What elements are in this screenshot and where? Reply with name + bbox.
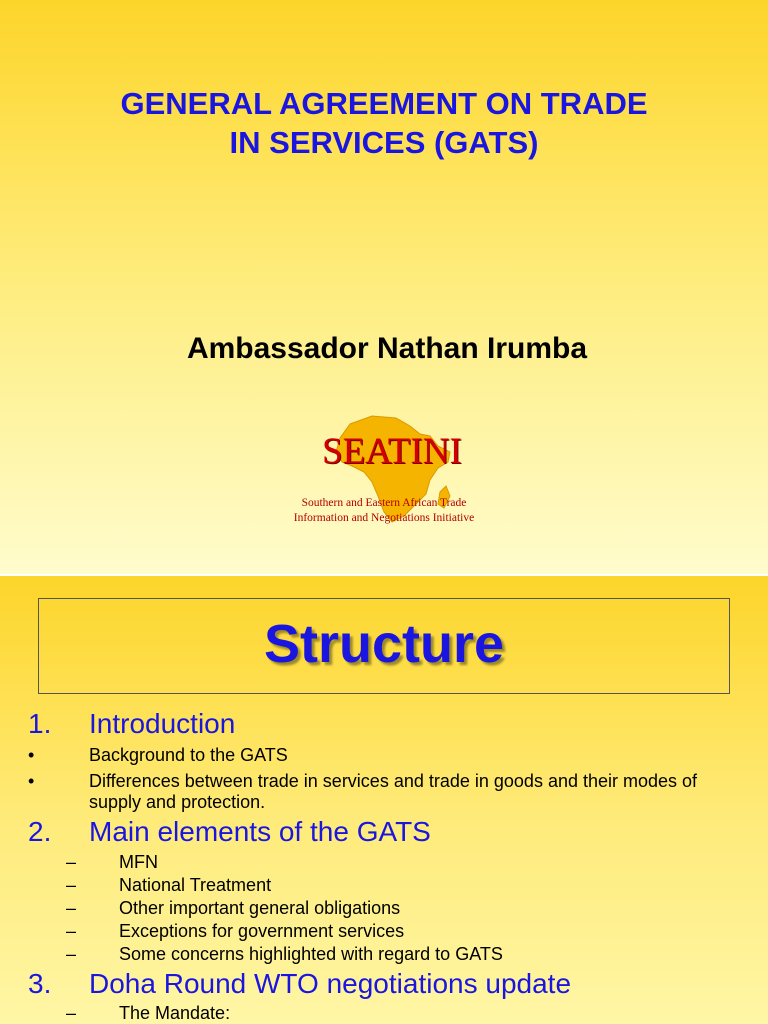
- section-title: Introduction: [89, 708, 236, 739]
- presenter-name: Ambassador Nathan Irumba: [186, 332, 588, 365]
- dash-mark: –: [66, 1003, 77, 1023]
- dash-mark: –: [66, 944, 77, 964]
- logo-subtitle: [280, 496, 488, 526]
- list-item-text: MFN: [119, 852, 158, 872]
- dash-mark: –: [66, 898, 77, 918]
- list-item-text: Exceptions for government services: [119, 921, 405, 941]
- section-number: 2.: [28, 816, 52, 847]
- presentation-title: [0, 84, 768, 162]
- bullet-mark: •: [28, 745, 35, 765]
- section-number: 3.: [28, 968, 52, 999]
- structure-slide: [0, 576, 768, 1024]
- list-item-text: Other important general obligations: [119, 898, 401, 918]
- section-title: Main elements of the GATS: [89, 816, 431, 847]
- dash-mark: –: [66, 852, 77, 872]
- list-item-text: National Treatment: [119, 875, 272, 895]
- section-number: 1.: [28, 708, 52, 739]
- title-line-1: GENERAL AGREEMENT ON TRADE: [120, 86, 648, 121]
- title-line-2: IN SERVICES (GATS): [229, 125, 539, 160]
- list-item-text: Background to the GATS: [89, 745, 288, 765]
- logo-subtitle-line-2: Information and Negotiations Initiative: [293, 512, 475, 524]
- logo-subtitle-line-1: Southern and Eastern African Trade: [301, 497, 467, 509]
- seatini-logo: [280, 412, 490, 534]
- bullet-mark: •: [28, 771, 35, 791]
- slide-title-box: [38, 598, 730, 694]
- slide-title: Structure: [263, 614, 505, 674]
- list-item-text: Some concerns highlighted with regard to GATS: [119, 944, 503, 964]
- list-item-text: Differences between trade in services and trade in goods and their modes of supply and protection.: [89, 771, 698, 812]
- dash-mark: –: [66, 921, 77, 941]
- section-title: Doha Round WTO negotiations update: [89, 968, 572, 999]
- dash-mark: –: [66, 875, 77, 895]
- list-item-text: The Mandate:: [119, 1003, 231, 1023]
- logo-wordmark: SEATINI: [322, 431, 462, 472]
